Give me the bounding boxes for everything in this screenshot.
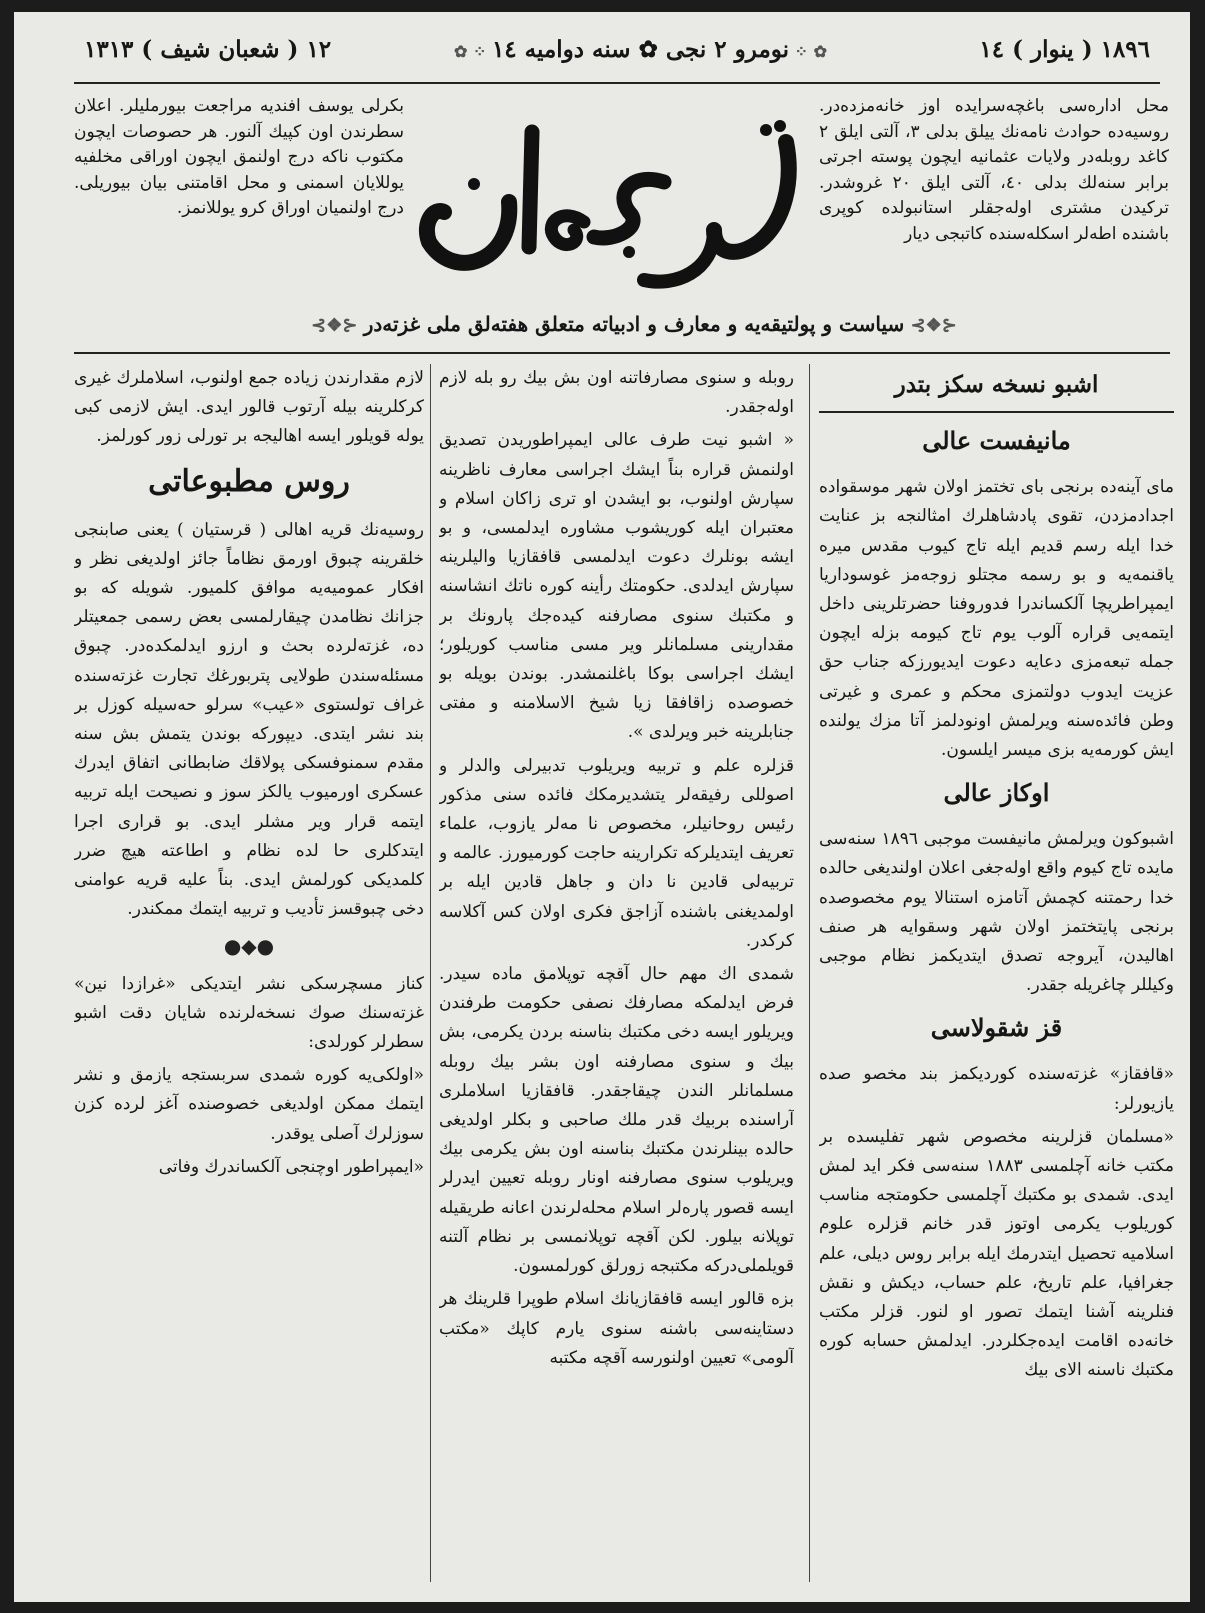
column-right <box>819 364 1174 1582</box>
column-center <box>439 364 794 1582</box>
date-gregorian: ١٨٩٦ ( ينوار ) ١٤ <box>979 36 1150 63</box>
title-stroke-nun <box>427 202 509 263</box>
page-count-notice: اشبو نسخه سكز بتدر <box>819 364 1174 413</box>
article-paragraph: بزه قالور ايسه قافقازيانك اسلام طوپرا قلرينك هر دستاينه‌سى باشنه سنوى يارم كاپك «مكتب آلومى» تعيين اولنورسه آقچه مكتبه <box>439 1289 794 1368</box>
column-left <box>74 364 424 1582</box>
article-paragraph: لازم مقدارندن زياده جمع اولنوب، اسلاملرك غيرى كركلرينه بيله آرتوب قالور ايدى. ايش لازمى كبى يوله قويلور ايسه اهاليجه بر تورلى زور كورلمز. <box>74 368 424 447</box>
article-paragraph: «ايمپراطور اوچنجى آلكساندرك وفاتى <box>158 1156 424 1177</box>
article-paragraph: روبله و سنوى مصارفاتنه اون بش بيك رو بله لازم اوله‌جقدر. <box>439 368 794 418</box>
newspaper-page <box>14 12 1190 1602</box>
article-paragraph: «اولكى‌يه كوره شمدى سربستجه يازمق و نشر ايتمك ممكن اولديغى خصوصنده آغز لرده كزن سوزلرك آصلى يوقدر. <box>74 1065 424 1144</box>
masthead-title <box>414 112 809 302</box>
subtitle-line <box>274 312 994 336</box>
title-stroke-alif <box>529 132 532 247</box>
decree-body: اشبوكون ويرلمش مانيفست موجبى ١٨٩٦ سنه‌سى مايده تاج كيوم واقع اوله‌جغى اعلان اولنديغى حالده خدا رحمتنه كچمش آتامزه استنالا يوم مخصوصده برنجى پايتختمز اولان شهر وسقوايه هر صنف اهاليدن، آيروجه تصدق ايتديكمز نظام موجبى وكيللر چاغريله جقدر. <box>819 829 1174 996</box>
decree-heading: اوكاز عالى <box>943 778 1050 808</box>
article-paragraph: كناز مسچرسكى نشر ايتديكى «غرازدا نين» غزته‌سنك صوك نسخه‌لرنده شايان دقت اشبو سطرلر كورلدى: <box>74 973 424 1053</box>
article-paragraph: شمدى اك مهم حال آقچه توپلامق ماده سيدر. فرض ايدلمكه مصارفك نصفى حكومت طرفندن ويريلور ايسه دخى مكتبك بناسنه بردن يكرمى، بش بيك و سنوى مصارفنه اون بشر بيك روبله مسلمانلر الندن چيقاجقدر. قافقازيا اسلاملرى آراسنده بربيك قدر ملك صاحبى و بكلر اولديغى حالده بينلرندن مكتبك بناسنه اون بش يكرمى بيك ويريلوب سنوى مصارفنه اونار روبله تعيين ايدرلر ايسه قصور پاره‌لر اسلام محله‌لرندن اعانه طريقيله توپلانه بيلور. لكن آقچه توپلانمسى بر نظام آلتنه قويلملى‌دركه مكتبجه زورلق كورلمسون. <box>439 964 794 1277</box>
article-paragraph: « اشبو نيت طرف عالى ايمپراطوريدن تصديق اولنمش قراره بناً ايشك اجراسى معارف ناظرينه سپارش اولنوب، بو ايشدن او ترى زاكان اسلام و معتبران ايله كوريشوب مشاوره ايدلمسى، و بو ايشه بونلرك دعوت ايدلمسى قافقازيا واليلرينه سپارش ايدلدى. حكومتك رأينه كوره ناتك انشاسنه و مكتبك سنوى مصارفنه كيده‌جك پارونك بر مقدارينى مسلمانلر وير مسى مناسب كوريلور؛ ايشك اجراسى بوكا باغلنمشدر. بوندن بويله بو خصوصده زاقافقا زيا شيخ الاسلامنه و مفتى جنابلرينه خبر ويرلدى ». <box>439 430 794 743</box>
girls-school-intro: «قافقاز» غزته‌سنده كورديكمز بند مخصو صده يازيورلر: <box>819 1064 1174 1114</box>
article-paragraph: قزلره علم و تربيه ويريلوب تدبيرلى والدلر و اصوللى رفيقه‌لر يتشديرمكك فائده سنى مذكور رئيس روحانيلر، مخصوص نا مه‌لر يازوب، علماء تعريف ايتديلركه تكرارينه حاجت كورميورز. عالمه و تربيه‌لى قادين نا دان و جاهل قادين ايله بر اولمديغنى باشنده آزاجق فكرى اولان كس آكلاسه كركدر. <box>439 755 794 951</box>
manifesto-heading: مانيفست عالى <box>922 426 1071 456</box>
column-divider <box>809 364 810 1582</box>
title-dot <box>468 178 480 190</box>
russian-press-heading: روس مطبوعاتى <box>148 463 350 499</box>
ornament-left-icon: ⁘ ✿ <box>454 42 492 61</box>
girls-school-body: «مسلمان قزلرينه مخصوص شهر تفليسده بر مكتب خانه آچلمسى ١٨٨٣ سنه‌سى فكر ايد لمش ايدى. شمدى بو مكتبك آچلمسى حكومتجه مناسب كوريلوب يكرمى اوتوز قدر خانم قزلره علوم اسلاميه تحصيل ايتدرمك ايله برابر روس ديلى، علم جغرافيا، علم تاريخ، علم حساب، ديكش و نقش فنلرينه آشنا ايتمك تصور او لنور. قزلر مكتب خانه‌ده اقامت ايده‌جكلردر. ايدلمش حسابه كوره مكتبك ناسنه الاى بيك <box>819 1126 1174 1381</box>
header-divider <box>74 352 1170 354</box>
title-dot <box>623 246 635 258</box>
advertising-info: بكرلى يوسف افنديه مراجعت بيورمليلر. اعلان سطرندن اون كپيك آلنور. هر حصوصات ايچون مكتوب ناكه درج اولنمق ايچون اوراقى مخلفيه يوللايان اسمنى و محل اقامتنى بيان بيوريلى. درج اولنميان اوراق كرو يوللانمز. <box>74 96 404 218</box>
section-separator-icon: ●◆● <box>223 934 275 959</box>
title-stroke-jim <box>594 179 664 238</box>
ornament-icon: ⊰❖⊱ <box>311 315 364 336</box>
title-stroke-mim <box>551 216 584 245</box>
column-divider <box>430 364 431 1582</box>
masthead-divider <box>74 82 1160 84</box>
ornament-icon: ⊰❖⊱ <box>904 315 957 336</box>
issue-text: نومرو ٢ نجى ✿ سنه دواميه ١٤ <box>491 36 790 63</box>
title-stroke-ra <box>644 230 714 282</box>
issue-number <box>454 36 827 76</box>
article-paragraph: روسيه‌نك قريه اهالى ( قرستيان ) يعنى صابنجى خلقرينه چبوق اورمق نظاماً جائز اولديغى نظر و افكار عموميه‌يه موافق كلميور. شويله كه بو جزانك نظامدن چيقارلمسى بعض رسمى جمعيتلر ده، غزته‌لرده بحث و ارزو ايدلمكده‌در. چبوق مسئله‌سندن طولايى پتربورغك تجارت غزته‌سنده غراف تولستوى «عيب» سرلو حه‌سيله كوزل بر بند نشر ايتدى. ديپوركه بوندن يتمش بش سنه مقدم سمنوفسكى پولاقك ضابطانى اتفاق ايدرك عسكرى اورميوب يالكز سوز و نصيحت ايله تربيه ايتمه قرار وير مشلر ايدى. بو قرارى اجرا ايتدكلرى حا لده نظام و اطاعته هيچ ضرر كلمديكى كورلمش ايدى. بناً عليه قريه عوامنى دخى چبوقسز تأديب و تربيه ايتمك ممكندر. <box>74 519 424 920</box>
girls-school-heading: قز شقولاسى <box>930 1013 1063 1043</box>
title-stroke-ta <box>714 142 789 252</box>
title-dot <box>774 120 786 132</box>
ornament-right-icon: ✿ ⁘ <box>789 42 828 61</box>
title-dot <box>760 124 772 136</box>
manifesto-body: ماى آينه‌ده برنجى باى تختمز اولان شهر موسقواده اجدادمزدن، تقوى پادشاهلرك امثالنجه بز عنايت خدا ايله رسم قديم ايله تاج كيوب مقدس ميره ياقنمه‌يه و بو رسمه مجتلو زوجه‌مز غوسوداريا ايمپراطريچا آلكساندرا فدوروفنا حضرتلرينى داخل ايتمه‌يى قراره آلوب يوم تاج كيومه بزله ايچون جمله تبعه‌مزى دعايه دعوت ايديورزكه جناب حق عزيت ايدوب دولتمزى محكم و عمرى و غيرتى وطن فائده‌سنه ويرلمش اونودلمز آتا مزك يولنده ايش كورمه‌يه بزى ميسر ايلسون. <box>819 477 1174 761</box>
subscription-info: محل اداره‌سى باغچه‌سرايده اوز خانه‌مزده‌در. روسيه‌ده حوادث نامه‌نك ييلق بدلى ٣، آلتى ايلق ٢ كاغد روبله‌در ولايات عثمانيه ايچون پوسته اجرتى برابر سنه‌لك بدلى ٤٠، آلتى ايلق ٢٠ غروشدر. تركيدن مشترى اوله‌جقلر استانبولده كوپرى باشنده اطه‌لر اسكله‌سنده كاتبجى ديار <box>819 96 1169 244</box>
date-hijri: ١٢ ( شعبان شيف ) ١٣١٣ <box>84 36 332 63</box>
subtitle-text: سياست و پولتيقه‌يه و معارف و ادبياته متعلق هفته‌لق ملى غزته‌در <box>363 312 905 336</box>
